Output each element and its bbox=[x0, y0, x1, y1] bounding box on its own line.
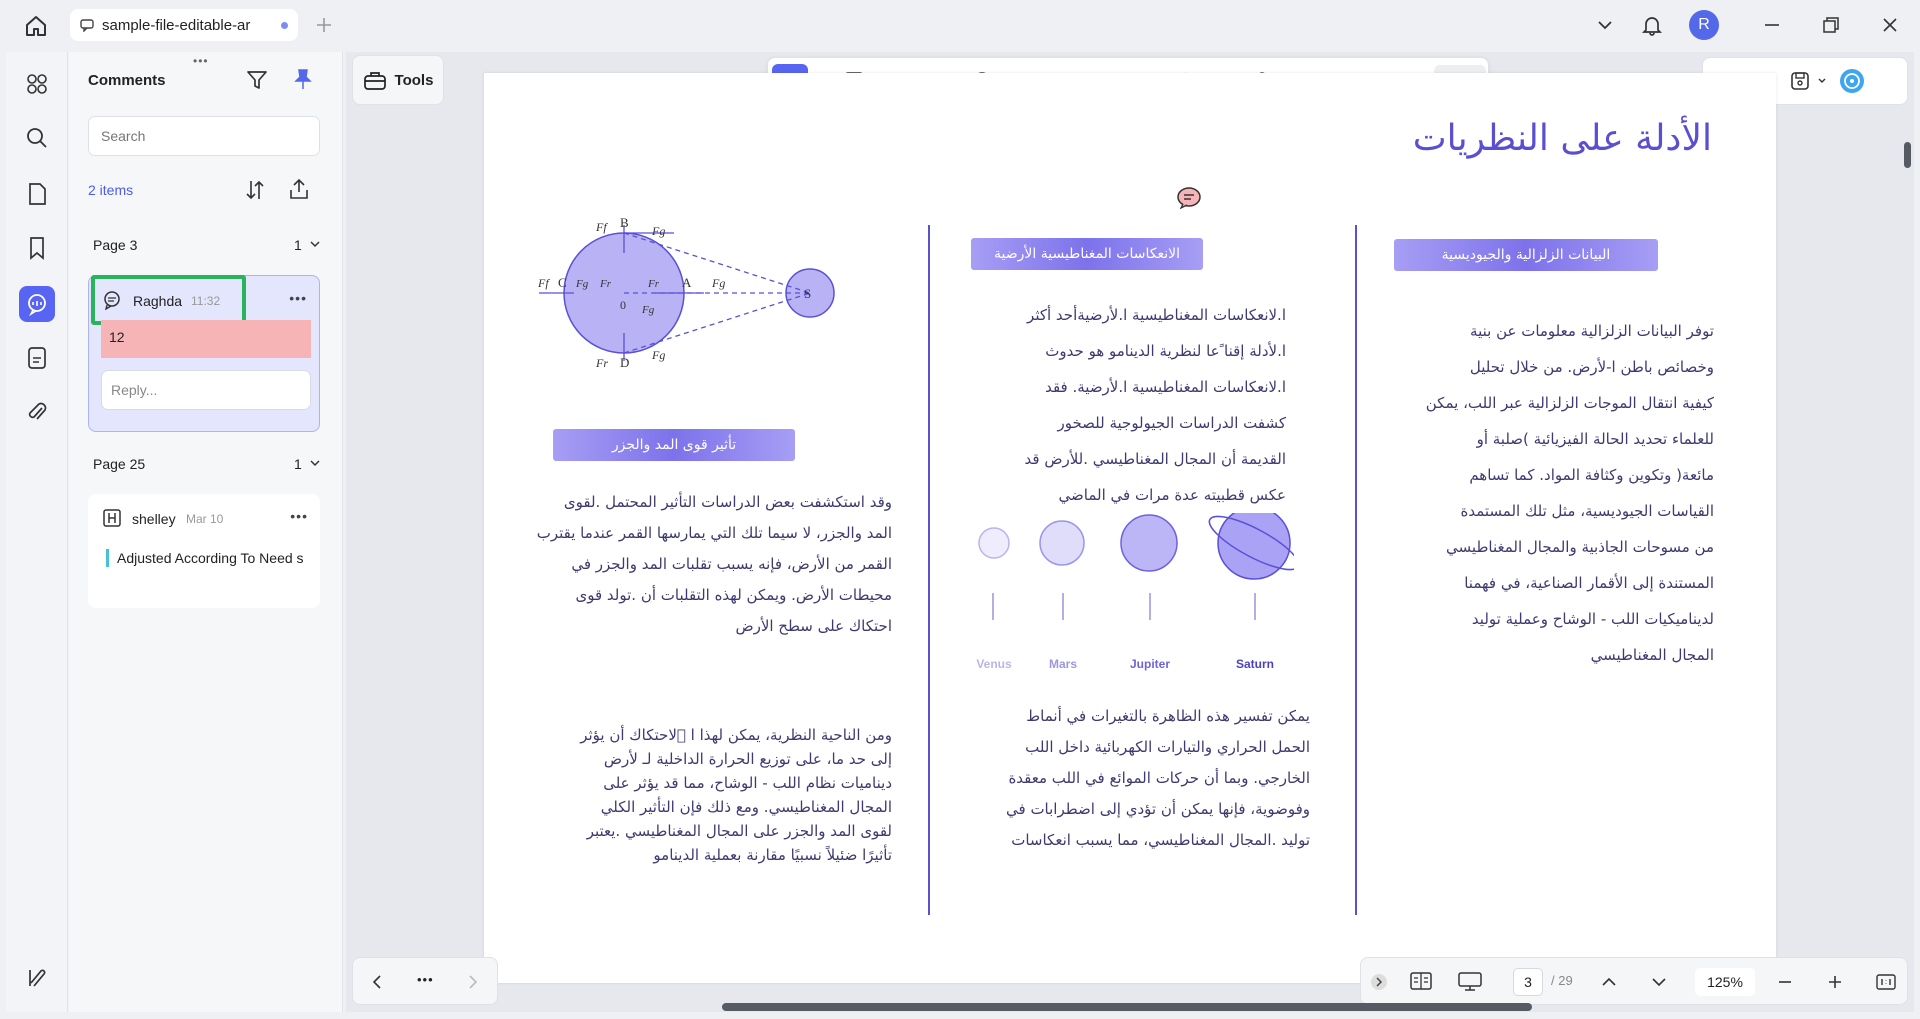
bookmark-icon[interactable] bbox=[19, 230, 55, 266]
page-layout-icon[interactable] bbox=[1409, 970, 1433, 992]
comment-body: 12 bbox=[101, 320, 311, 358]
planet-label: Jupiter bbox=[1129, 657, 1170, 671]
title-bar bbox=[0, 0, 1920, 50]
section-tag: الانعكاسات المغناطيسية الأرضية bbox=[971, 238, 1203, 270]
user-avatar[interactable]: R bbox=[1689, 10, 1719, 40]
tidal-forces-diagram bbox=[534, 213, 854, 373]
diagram-label: Fr bbox=[600, 278, 611, 290]
page-icon[interactable] bbox=[19, 176, 55, 212]
comment-time: 11:32 bbox=[191, 294, 221, 308]
comment-author: shelley bbox=[132, 511, 176, 527]
document-title: الأدلة على النظريات bbox=[1412, 118, 1712, 159]
saturn-planet bbox=[1218, 513, 1290, 579]
planets-illustration bbox=[964, 513, 1294, 653]
export-icon[interactable] bbox=[287, 177, 311, 201]
zoom-in-icon[interactable] bbox=[1825, 972, 1845, 992]
zoom-level[interactable]: 125% bbox=[1695, 968, 1755, 996]
mars-planet bbox=[1040, 521, 1084, 565]
diagram-label: S bbox=[804, 286, 812, 301]
toolbox-icon bbox=[363, 69, 387, 91]
chevron-down-icon[interactable] bbox=[309, 457, 321, 469]
diagram-label: D bbox=[620, 355, 630, 370]
comment-icon bbox=[102, 290, 122, 310]
thumbnails-grid-icon[interactable] bbox=[19, 66, 55, 102]
presentation-icon[interactable] bbox=[1457, 970, 1483, 992]
diagram-label: Fg bbox=[576, 278, 589, 290]
panel-resize-handle[interactable]: ••• bbox=[193, 54, 209, 68]
diagram-label: Fg bbox=[652, 224, 666, 238]
tools-button[interactable] bbox=[352, 55, 444, 105]
filter-icon[interactable] bbox=[245, 68, 269, 92]
chevron-down-icon[interactable] bbox=[309, 238, 321, 250]
left-rail bbox=[6, 52, 68, 1012]
close-window-icon[interactable] bbox=[1880, 15, 1900, 35]
next-page-icon[interactable] bbox=[463, 972, 483, 992]
diagram-label: B bbox=[620, 215, 629, 230]
comment-card[interactable] bbox=[88, 494, 320, 608]
planet-label: Saturn bbox=[1235, 657, 1274, 671]
paragraph: وقد استكشفت بعض الدراسات التأثير المحتمل .لقوى المد والجزر، لا سيما تلك التي يمارسها القمر عندما يقترب القمر من الأرض، فإنه يسبب تقلبات المد والجزر في محيطات الأرض. ويمكن لهذه التقلبات أن .تولد قوى احتكاك على سطح الأرض bbox=[536, 493, 892, 635]
diagram-label: Fg bbox=[712, 276, 726, 290]
comment-card[interactable] bbox=[88, 275, 320, 432]
planet-label: Venus bbox=[976, 657, 1012, 671]
page-group-count: 1 bbox=[294, 237, 302, 253]
page-group-count: 1 bbox=[294, 456, 302, 472]
section-tag: تأثير قوى المد والجزر bbox=[553, 429, 795, 461]
restore-icon[interactable] bbox=[1821, 15, 1841, 35]
prev-page-icon[interactable] bbox=[367, 972, 387, 992]
sidebar-toggle-icon[interactable] bbox=[19, 960, 55, 996]
document-tab[interactable] bbox=[70, 9, 298, 41]
unsaved-dot bbox=[281, 22, 288, 29]
page-down-icon[interactable] bbox=[1649, 972, 1669, 992]
chevron-down-icon[interactable] bbox=[1595, 15, 1615, 35]
more-options-icon[interactable]: ••• bbox=[290, 508, 308, 524]
comment-time: Mar 10 bbox=[186, 512, 224, 526]
new-tab-plus-icon[interactable] bbox=[314, 15, 334, 35]
diagram-label: Ff bbox=[538, 276, 549, 290]
comment-author: Raghda bbox=[133, 293, 183, 309]
tab-title: sample-file-editable-ar bbox=[102, 16, 251, 34]
diagram-label: Ff bbox=[596, 220, 607, 234]
ai-assistant-icon[interactable] bbox=[1839, 68, 1865, 94]
comment-body: Adjusted According To Need s bbox=[106, 549, 306, 567]
total-pages: / 29 bbox=[1551, 973, 1573, 988]
current-page-input[interactable]: 3 bbox=[1513, 968, 1543, 996]
reply-input[interactable]: Reply... bbox=[101, 370, 311, 410]
comment-marker-icon[interactable] bbox=[1176, 187, 1202, 209]
diagram-label: Fg bbox=[652, 348, 666, 362]
more-icon[interactable]: ••• bbox=[417, 972, 434, 987]
bell-icon[interactable] bbox=[1641, 14, 1663, 36]
chevron-down-icon[interactable] bbox=[1817, 76, 1827, 86]
comments-panel bbox=[69, 52, 343, 1012]
zoom-out-icon[interactable] bbox=[1775, 972, 1795, 992]
sort-icon[interactable] bbox=[243, 178, 267, 202]
comment-icon bbox=[80, 18, 94, 32]
attachment-icon[interactable] bbox=[19, 394, 55, 430]
page-controls bbox=[1360, 957, 1908, 1005]
tools-label: Tools bbox=[394, 71, 434, 89]
form-icon[interactable] bbox=[19, 340, 55, 376]
highlight-tool-icon bbox=[102, 508, 122, 528]
save-icon[interactable] bbox=[1789, 70, 1811, 92]
search-icon[interactable] bbox=[19, 120, 55, 156]
search-input[interactable] bbox=[88, 116, 320, 156]
page-up-icon[interactable] bbox=[1599, 972, 1619, 992]
more-options-icon[interactable]: ••• bbox=[289, 290, 307, 306]
section-tag: البيانات الزلزالية والجيوديسية bbox=[1394, 239, 1658, 271]
comments-icon[interactable] bbox=[19, 286, 55, 322]
minimize-icon[interactable] bbox=[1762, 15, 1782, 35]
panel-title: Comments bbox=[88, 72, 166, 89]
diagram-label: Fr bbox=[596, 356, 608, 370]
horizontal-scrollbar[interactable] bbox=[722, 1003, 1532, 1011]
page-group-label: Page 25 bbox=[93, 456, 146, 472]
actual-size-icon[interactable] bbox=[1875, 972, 1897, 992]
paragraph: يمكن تفسير هذه الظاهرة بالتغيرات في أنماط الحمل الحراري والتيارات الكهربائية داخل اللب الخارجي. وبما أن حركات الموائع في اللب معقدة وفوضوية، فإنها يمكن أن تؤدي إلى اضطرابات في توليد .المجال المغناطيسي، مما يسبب انعكاسات bbox=[1006, 707, 1310, 849]
pin-icon[interactable] bbox=[291, 67, 315, 91]
vertical-scrollbar[interactable] bbox=[1904, 142, 1911, 168]
paragraph: ا.لانعكاسات المغناطيسية ا.لأرضيةأحد أكثر ا.لأدلة إقنا ًعا لنظرية الدينامو هو حدوث ا.لانعكاسات المغناطيسية ا.لأرضية. فقد كشفت الدراسات الجيولوجية للصخور القديمة أن المجال المغناطيسي .للأرض قد عكس قطبيته عدة مرات في الماضي bbox=[1024, 306, 1286, 504]
diagram-label: Fr bbox=[648, 278, 659, 290]
paragraph: توفر البيانات الزلزالية معلومات عن بنية وخصائص باطن ا-لأرض. من خلال تحليل كيفية انتقال الموجات الزلزالية عبر اللب، يمكن للعلماء تحديد الحالة الفيزيائية )صلبة أو مائعة( وتكوين وكثافة المواد. كما تساهم القياسات الجيوديسية، مثل تلك المستمدة من مسوحات الجاذبية والمجال المغناطيسي المستندة إلى الأقمار الصناعية، في فهمنا لديناميكيات اللب - الوشاح وعملية توليد المجال المغناطيسي bbox=[1425, 322, 1714, 664]
venus-planet bbox=[979, 528, 1009, 558]
planet-label: Mars bbox=[1048, 657, 1077, 671]
page-group-label: Page 3 bbox=[93, 237, 138, 253]
jupiter-planet bbox=[1121, 515, 1177, 571]
home-icon[interactable] bbox=[22, 12, 50, 40]
paragraph: ومن الناحية النظرية، يمكن لهذا ا ￿لاحتكاك أن يؤثر إلى حد ما، على توزيع الحرارة الداخلية لـ لأرض ديناميات نظام اللب - الوشاح، مما قد يؤثر على المجال المغناطيسي. ومع ذلك فإن التأثير الكلي لقوى المد والجزر على المجال المغناطيسي .يعتبر تأثيرًا ضئيلاً نسبيًا مقارنة بعملية الدينامو bbox=[580, 726, 892, 864]
collapse-arrow-icon[interactable] bbox=[1369, 972, 1389, 992]
diagram-label: 0 bbox=[620, 298, 626, 312]
diagram-label: C bbox=[558, 275, 567, 290]
page-navigation-left bbox=[352, 957, 498, 1005]
diagram-label: A bbox=[682, 275, 692, 290]
pdf-page bbox=[484, 73, 1776, 983]
item-count: 2 items bbox=[88, 182, 134, 198]
diagram-label: Fg bbox=[642, 304, 655, 316]
